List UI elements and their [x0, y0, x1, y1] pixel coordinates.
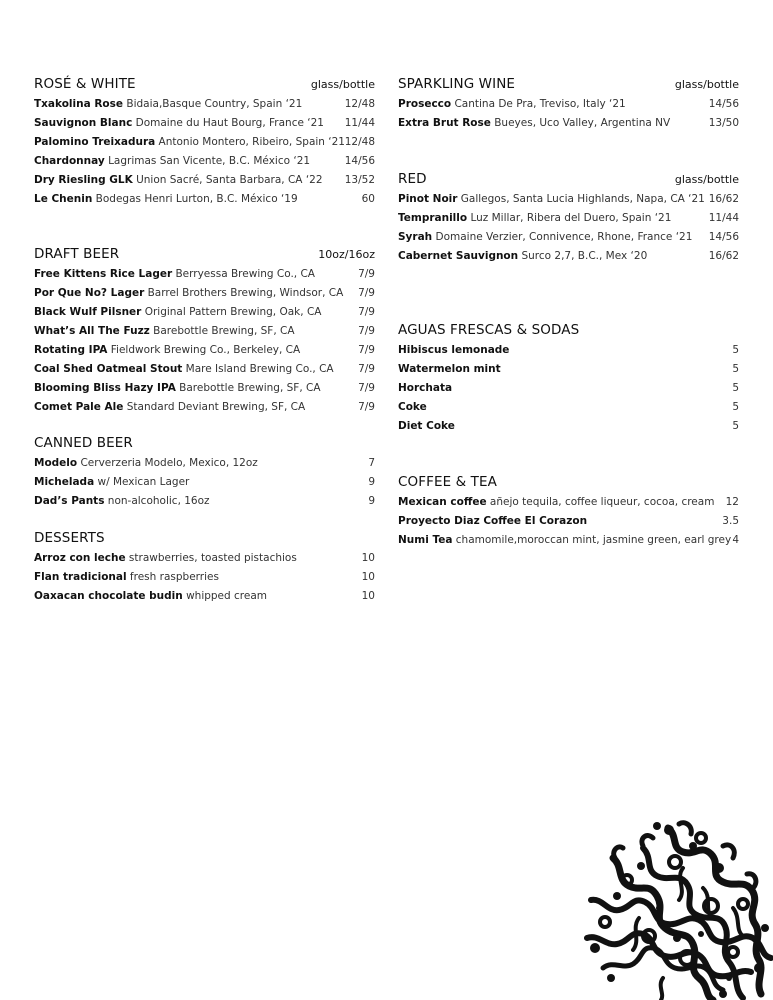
section-red	[398, 171, 739, 269]
price: 5	[732, 401, 739, 413]
menu-item: Oaxacan chocolate budin whipped cream 10	[34, 590, 375, 602]
section-title: SPARKLING WINE	[398, 76, 516, 92]
section-title: RED	[398, 171, 427, 187]
price: 7/9	[358, 268, 375, 280]
section-canned-beer	[34, 435, 375, 514]
price: 60	[361, 193, 375, 205]
menu-item: Dry Riesling GLK Union Sacré, Santa Barbara, CA ‘22 13/52	[34, 174, 375, 186]
price: 5	[732, 420, 739, 432]
menu-item: Dad’s Pants non-alcoholic, 16oz 9	[34, 495, 375, 507]
section-sparkling-wine	[398, 76, 739, 136]
section-desserts	[34, 530, 375, 609]
section-title: COFFEE & TEA	[398, 474, 497, 490]
price: 7/9	[358, 344, 375, 356]
price: 5	[732, 363, 739, 375]
price: 9	[368, 476, 375, 488]
price: 12/48	[344, 98, 375, 110]
menu-item: Michelada w/ Mexican Lager 9	[34, 476, 375, 488]
section-unit: glass/bottle	[674, 78, 739, 91]
price: 5	[732, 344, 739, 356]
price: 11/44	[708, 212, 739, 224]
menu-item: Black Wulf Pilsner Original Pattern Brewing, Oak, CA 7/9	[34, 306, 375, 318]
price: 13/52	[344, 174, 375, 186]
menu-item: Hibiscus lemonade 5	[398, 344, 739, 356]
lace-floral-logo-icon	[583, 818, 773, 1000]
menu-item: Chardonnay Lagrimas San Vicente, B.C. México ‘21 14/56	[34, 155, 375, 167]
price: 7/9	[358, 401, 375, 413]
section-unit: 10oz/16oz	[318, 248, 375, 261]
menu-item: Horchata 5	[398, 382, 739, 394]
section-title: ROSÉ & WHITE	[34, 76, 136, 92]
price: 10	[361, 552, 375, 564]
menu-item: Proyecto Diaz Coffee El Corazon 3.5	[398, 515, 739, 527]
menu-item: Rotating IPA Fieldwork Brewing Co., Berkeley, CA 7/9	[34, 344, 375, 356]
menu-item: Numi Tea chamomile,moroccan mint, jasmine green, earl grey 4	[398, 534, 739, 546]
menu-item: Palomino Treixadura Antonio Montero, Ribeiro, Spain ‘21 12/48	[34, 136, 375, 148]
menu-item: Tempranillo Luz Millar, Ribera del Duero, Spain ‘21 11/44	[398, 212, 739, 224]
menu-item: Flan tradicional fresh raspberries 10	[34, 571, 375, 583]
price: 16/62	[708, 193, 739, 205]
price: 7/9	[358, 363, 375, 375]
section-title: DRAFT BEER	[34, 246, 120, 262]
price: 14/56	[344, 155, 375, 167]
menu-item: Modelo Cerverzeria Modelo, Mexico, 12oz 7	[34, 457, 375, 469]
menu-item: Watermelon mint 5	[398, 363, 739, 375]
menu-item: Sauvignon Blanc Domaine du Haut Bourg, France ‘21 11/44	[34, 117, 375, 129]
section-unit: glass/bottle	[310, 78, 375, 91]
price: 11/44	[344, 117, 375, 129]
menu-item: Comet Pale Ale Standard Deviant Brewing, SF, CA 7/9	[34, 401, 375, 413]
menu-item: Mexican coffee añejo tequila, coffee liqueur, cocoa, cream 12	[398, 496, 739, 508]
menu-item: Coal Shed Oatmeal Stout Mare Island Brewing Co., CA 7/9	[34, 363, 375, 375]
price: 7/9	[358, 325, 375, 337]
menu-item: Prosecco Cantina De Pra, Treviso, Italy ‘21 14/56	[398, 98, 739, 110]
price: 7/9	[358, 382, 375, 394]
section-title: DESSERTS	[34, 530, 105, 546]
menu-item: Blooming Bliss Hazy IPA Barebottle Brewing, SF, CA 7/9	[34, 382, 375, 394]
menu-item: What’s All The Fuzz Barebottle Brewing, SF, CA 7/9	[34, 325, 375, 337]
section-title: AGUAS FRESCAS & SODAS	[398, 322, 580, 338]
price: 13/50	[708, 117, 739, 129]
price: 14/56	[708, 98, 739, 110]
price: 12	[725, 496, 739, 508]
section-draft-beer	[34, 246, 375, 420]
menu-item: Syrah Domaine Verzier, Connivence, Rhone, France ‘21 14/56	[398, 231, 739, 243]
section-aguas-frescas-sodas	[398, 322, 739, 439]
menu-item: Cabernet Sauvignon Surco 2,7, B.C., Mex ‘20 16/62	[398, 250, 739, 262]
price: 3.5	[722, 515, 739, 527]
section-rose-white	[34, 76, 375, 212]
menu-item: Free Kittens Rice Lager Berryessa Brewing Co., CA 7/9	[34, 268, 375, 280]
price: 9	[368, 495, 375, 507]
price: 14/56	[708, 231, 739, 243]
menu-item: Le Chenin Bodegas Henri Lurton, B.C. México ‘19 60	[34, 193, 375, 205]
price: 7	[368, 457, 375, 469]
price: 5	[732, 382, 739, 394]
price: 16/62	[708, 250, 739, 262]
price: 12/48	[344, 136, 375, 148]
menu-item: Arroz con leche strawberries, toasted pistachios 10	[34, 552, 375, 564]
section-title: CANNED BEER	[34, 435, 133, 451]
price: 4	[732, 534, 739, 546]
price: 7/9	[358, 306, 375, 318]
menu-item: Pinot Noir Gallegos, Santa Lucia Highlands, Napa, CA ‘21 16/62	[398, 193, 739, 205]
menu-item: Txakolina Rose Bidaia,Basque Country, Spain ‘21 12/48	[34, 98, 375, 110]
price: 10	[361, 590, 375, 602]
section-coffee-tea	[398, 474, 739, 553]
price: 10	[361, 571, 375, 583]
price: 7/9	[358, 287, 375, 299]
menu-item: Extra Brut Rose Bueyes, Uco Valley, Argentina NV 13/50	[398, 117, 739, 129]
menu-item: Coke 5	[398, 401, 739, 413]
menu-item: Diet Coke 5	[398, 420, 739, 432]
menu-item: Por Que No? Lager Barrel Brothers Brewing, Windsor, CA 7/9	[34, 287, 375, 299]
section-unit: glass/bottle	[674, 173, 739, 186]
